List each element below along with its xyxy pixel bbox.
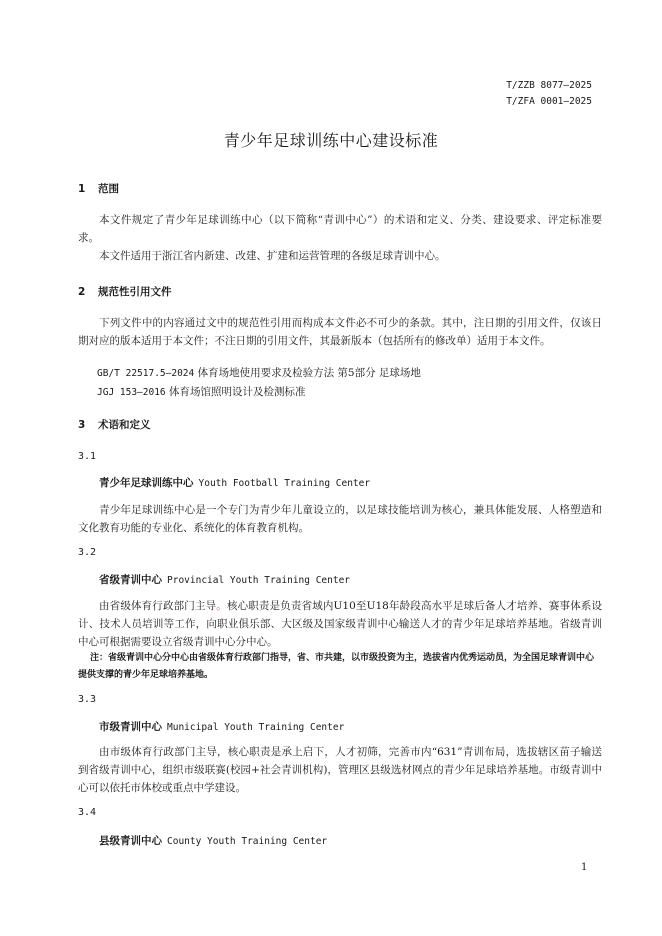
term-english: Youth Football Training Center xyxy=(198,478,371,489)
section-3-heading xyxy=(78,417,602,432)
clause-3-2-note: 注：省级青训中心分中心由省级体育行政部门指导，省、市共建，以市级投资为主，选拔省内优秀运动员，为全国足球青训中心提供支撑的青少年足球培养基地。 xyxy=(78,653,595,680)
section-2-heading xyxy=(78,284,602,299)
section-title: 规范性引用文件 xyxy=(98,286,172,298)
term-english: Provincial Youth Training Center xyxy=(167,575,351,586)
term-chinese: 市级青训中心 xyxy=(99,721,162,733)
section-number: 1 xyxy=(78,183,86,195)
section-2-paragraph-1: 下列文件中的内容通过文中的规范性引用而构成本文件必不可少的条款。其中，注日期的引用文件，仅该日期对应的版本适用于本文件；不注日期的引用文件，其最新版本（包括所有的修改单）适用于本文件。 xyxy=(78,317,602,347)
normative-reference-1 xyxy=(78,364,621,383)
clause-3-2-term xyxy=(78,572,623,587)
clause-3-3-term xyxy=(78,719,623,734)
normative-reference-2 xyxy=(78,383,621,402)
term-english: Municipal Youth Training Center xyxy=(167,722,345,733)
document-title: 青少年足球训练中心建设标准 xyxy=(223,131,439,150)
page-number: 1 xyxy=(581,862,588,873)
reference-title: 体育场地使用要求及检验方法 第5部分 足球场地 xyxy=(197,367,421,379)
section-1-heading xyxy=(78,181,602,196)
term-english: County Youth Training Center xyxy=(167,836,328,847)
standard-code-zzb: T/ZZB 8077—2025 xyxy=(506,80,592,91)
reference-code: JGJ 153—2016 xyxy=(97,387,166,398)
clause-3-1-number: 3.1 xyxy=(78,451,97,462)
section-number: 3 xyxy=(78,419,86,431)
clause-3-4-term xyxy=(78,833,623,848)
section-1-paragraph-1: 本文件规定了青少年足球训练中心（以下简称“青训中心”）的术语和定义、分类、建设要求、评定标准要求。 xyxy=(78,214,602,244)
clause-3-3-number: 3.3 xyxy=(78,694,97,705)
section-title: 术语和定义 xyxy=(98,419,151,431)
clause-3-1-term xyxy=(78,475,623,490)
clause-3-2-definition xyxy=(78,597,602,651)
definition-part-1: 由省级体育行政部门主导 xyxy=(99,600,217,612)
section-title: 范围 xyxy=(98,183,119,195)
clause-3-4-number: 3.4 xyxy=(78,807,97,818)
standard-codes xyxy=(506,78,592,110)
section-number: 2 xyxy=(78,286,86,298)
section-1-paragraph-2: 本文件适用于浙江省内新建、改建、扩建和运营管理的各级足球青训中心。 xyxy=(99,250,446,262)
standard-code-zfa: T/ZFA 0001—2025 xyxy=(506,96,592,107)
highlighted-punctuation: 。 xyxy=(216,600,227,612)
term-chinese: 省级青训中心 xyxy=(99,574,162,586)
clause-3-3-definition: 由市级体育行政部门主导，核心职责是承上启下，人才初筛，完善市内“631”青训布局，选拔辖区苗子输送到省级青训中心，组织市级联赛(校园+社会青训机构)，管理区县级选材网点的青少年足球培养基地。市级青训中心可以依托市体校或重点中学建设。 xyxy=(78,746,602,794)
reference-code: GB/T 22517.5—2024 xyxy=(97,368,195,379)
term-chinese: 青少年足球训练中心 xyxy=(99,477,194,489)
term-chinese: 县级青训中心 xyxy=(99,835,162,847)
definition-part-2: 核心职责是负责省域内U10至U18年龄段高水平足球后备人才培养、赛事体系设计、技术人员培训等工作，向职业俱乐部、大区级及国家级青训中心输送人才的青少年足球培养基地。省级青训中心可根据需要设立省级青训中心分中心。 xyxy=(78,600,603,648)
reference-title: 体育场馆照明设计及检测标准 xyxy=(168,386,306,398)
clause-3-2-number: 3.2 xyxy=(78,547,97,558)
clause-3-1-definition: 青少年足球训练中心是一个专门为青少年儿童设立的，以足球技能培训为核心，兼具体能发展、人格塑造和文化教育功能的专业化、系统化的体育教育机构。 xyxy=(78,504,602,534)
